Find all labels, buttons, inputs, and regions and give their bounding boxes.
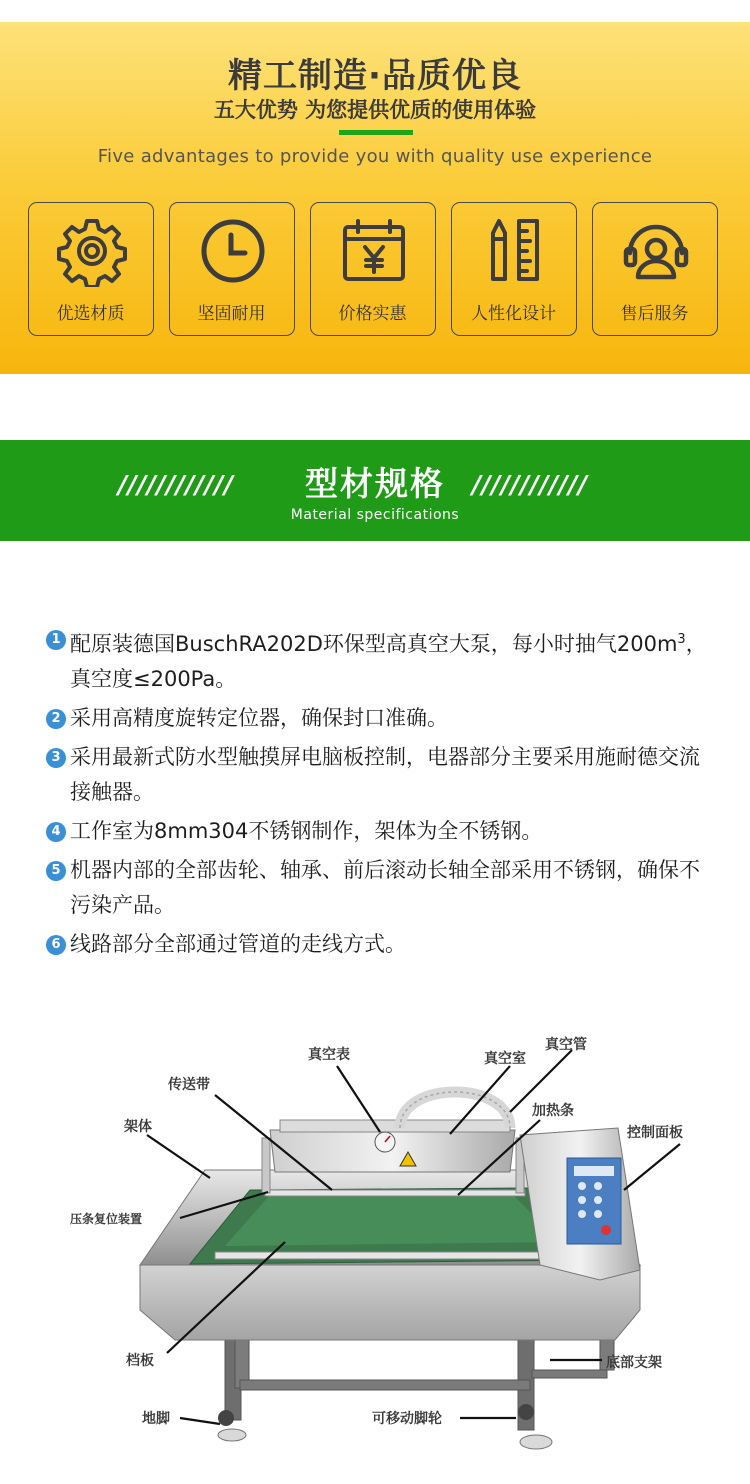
advantage-label: 人性化设计 [471,304,556,324]
label-frame: 架体 [124,1119,152,1135]
advantage-label: 价格实惠 [338,304,407,324]
label-control-panel: 控制面板 [627,1125,683,1141]
label-vacuum-gauge: 真空表 [308,1047,350,1063]
feature-text-cont: ，真空度≤200Pa。 [70,632,707,691]
number-badge: 5 [46,861,66,881]
advantage-card-design [451,202,577,336]
list-item [46,701,716,736]
feature-list [46,622,716,966]
advantage-card-service [592,202,718,336]
banner-subtitle: 五大优势 为您提供优质的使用体验 [213,98,537,122]
banner-english: Five advantages to provide you with quality use experience [97,146,653,167]
decorative-slashes-right: //////////// [472,470,588,499]
calendar-yen-icon [338,215,410,287]
feature-text: 机器内部的全部齿轮、轴承、前后滚动长轴全部采用不锈钢，确保不污染产品。 [70,858,700,917]
label-bottom-support: 底部支架 [606,1355,662,1371]
label-baffle: 档板 [126,1353,154,1369]
headset-icon [620,215,692,287]
decorative-slashes-left: //////////// [118,470,234,499]
number-badge: 1 [46,630,66,650]
advantage-label: 坚固耐用 [197,304,266,324]
section-title: 型材规格 [305,464,445,503]
list-item [46,814,716,849]
list-item [46,853,716,923]
vacuum-machine-illustration [40,1020,730,1460]
label-caster: 可移动脚轮 [372,1411,442,1427]
advantage-label: 售后服务 [620,304,689,324]
list-item [46,622,716,697]
advantages-banner [0,22,750,374]
label-vacuum-pipe: 真空管 [545,1037,587,1053]
label-vacuum-chamber: 真空室 [484,1051,526,1067]
advantage-card-material [28,202,154,336]
banner-title: 精工制造·品质优良 [228,56,522,96]
feature-text: 采用最新式防水型触摸屏电脑板控制，电器部分主要采用施耐德交流接触器。 [70,745,700,804]
ruler-pencil-icon [479,215,551,287]
feature-text: 线路部分全部通过管道的走线方式。 [70,932,406,956]
advantage-card-durable [169,202,295,336]
list-item [46,927,716,962]
advantage-label: 优选材质 [56,304,125,324]
number-badge: 4 [46,822,66,842]
feature-text: 配原装德国BuschRA202D环保型高真空大泵，每小时抽气200m [70,632,678,656]
superscript: 3 [677,632,686,647]
advantage-card-price [310,202,436,336]
machine-diagram [40,1020,730,1460]
gear-icon [56,215,128,287]
feature-text: 工作室为8mm304不锈钢制作，架体为全不锈钢。 [70,819,543,843]
clock-icon [197,215,269,287]
label-foot: 地脚 [142,1411,170,1427]
number-badge: 3 [46,748,66,768]
number-badge: 6 [46,935,66,955]
label-reset-device: 压条复位装置 [70,1212,143,1226]
number-badge: 2 [46,709,66,729]
title-underline [339,130,413,135]
label-conveyor: 传送带 [168,1077,210,1093]
feature-text: 采用高精度旋转定位器，确保封口准确。 [70,706,448,730]
list-item [46,740,716,810]
spec-section-header [0,440,750,541]
section-english: Material specifications [290,507,460,523]
label-heater: 加热条 [532,1103,574,1119]
